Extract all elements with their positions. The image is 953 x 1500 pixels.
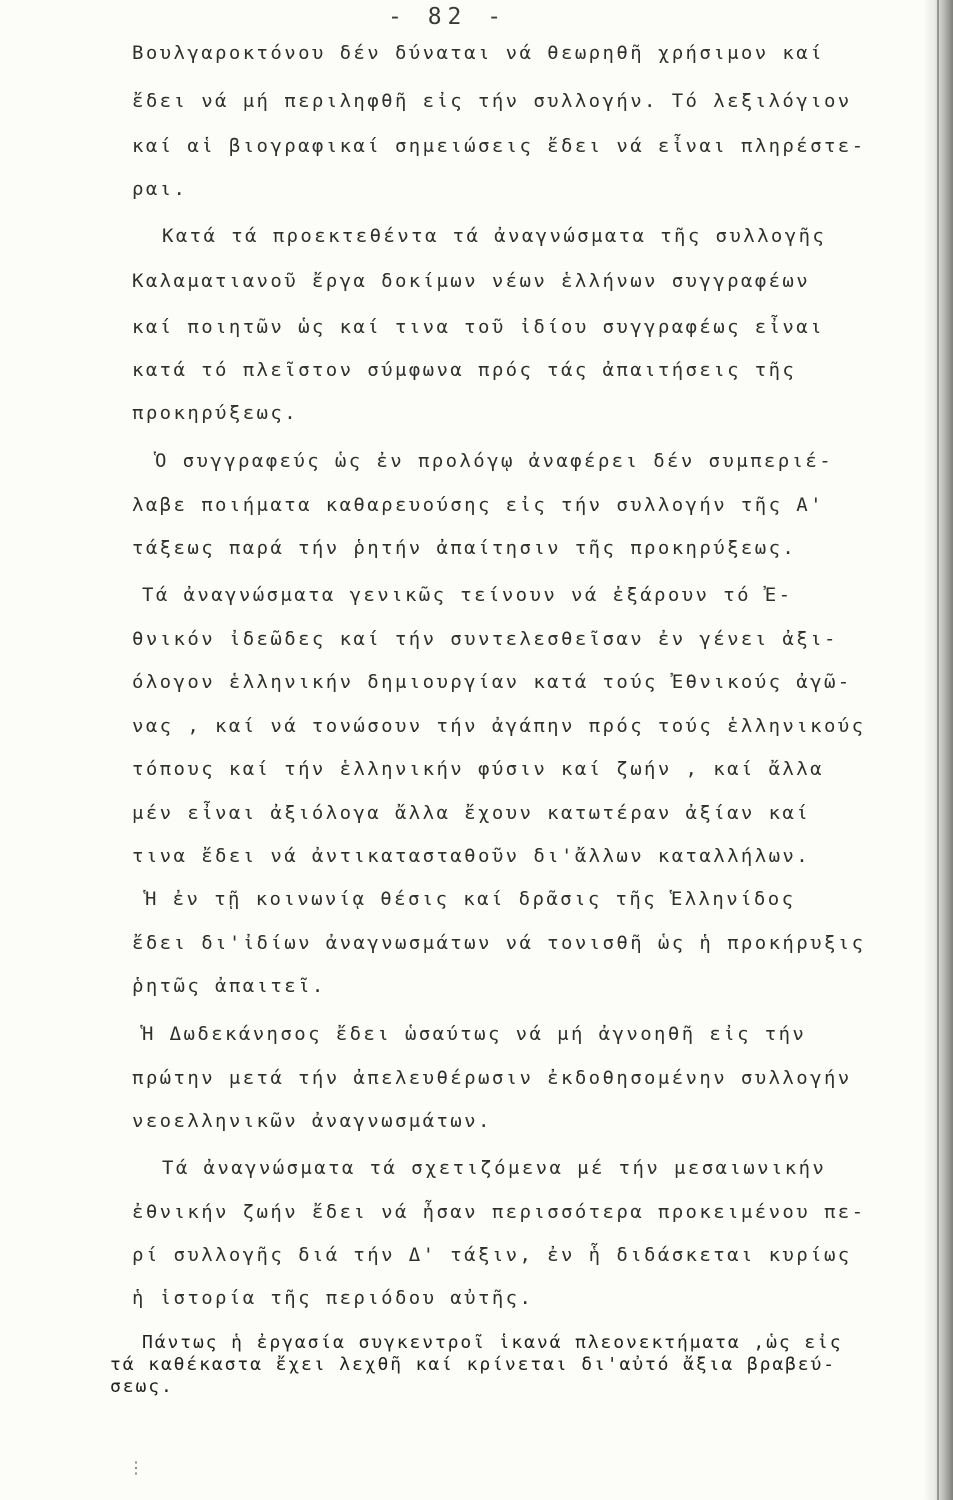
stray-ink-mark: ⋮ — [128, 1458, 144, 1477]
text-line: Πάντως ἡ ἐργασία συγκεντροῖ ἱκανά πλεονεκτήματα ,ὡς εἰς — [142, 1332, 843, 1353]
text-line: Ἡ Δωδεκάνησος ἔδει ὡσαύτως νά μή ἀγνοηθῆ εἰς τήν — [142, 1023, 807, 1045]
text-line: καί ποιητῶν ὡς καί τινα τοῦ ἰδίου συγγραφέως εἶναι — [132, 316, 824, 338]
text-line: ἔδει δι'ἰδίων ἀναγνωσμάτων νά τονισθῆ ὡς ἡ προκήρυξις — [132, 932, 866, 954]
text-line: λαβε ποιήματα καθαρευούσης εἰς τήν συλλογήν τῆς Α' — [132, 494, 824, 516]
text-line: σεως. — [110, 1376, 174, 1397]
text-line: ραι. — [132, 178, 188, 200]
text-line: ῥητῶς ἀπαιτεῖ. — [132, 975, 326, 997]
text-line: Ἡ ἐν τῇ κοινωνίᾳ θέσις καί δρᾶσις τῆς Ἑλληνίδος — [145, 888, 796, 910]
text-line: Καλαματιανοῦ ἔργα δοκίμων νέων ἑλλήνων συγγραφέων — [132, 270, 811, 292]
text-line: τά καθέκαστα ἔχει λεχθῆ καί κρίνεται δι'αὐτό ἄξια βραβεύ- — [110, 1354, 837, 1375]
text-line: Κατά τά προεκτεθέντα τά ἀναγνώσματα τῆς συλλογῆς — [162, 225, 827, 247]
text-line: θνικόν ἰδεῶδες καί τήν συντελεσθεῖσαν ἐν γένει ἀξι- — [132, 628, 838, 650]
text-line: ἐθνικήν ζωήν ἔδει νά ἦσαν περισσότερα προκειμένου πε- — [132, 1201, 866, 1223]
text-line: τόπους καί τήν ἑλληνικήν φύσιν καί ζωήν , καί ἄλλα — [132, 758, 824, 780]
text-line: κατά τό πλεῖστον σύμφωνα πρός τάς ἀπαιτήσεις τῆς — [132, 359, 797, 381]
text-line: Τά ἀναγνώσματα γενικῶς τείνουν νά ἐξάρουν τό Ἐ- — [142, 584, 793, 606]
text-line: τάξεως παρά τήν ῥητήν ἀπαίτησιν τῆς προκηρύξεως. — [132, 537, 797, 559]
text-line: Ὁ συγγραφεύς ὡς ἐν προλόγῳ ἀναφέρει δέν συμπεριέ- — [155, 450, 834, 472]
text-line: προκηρύξεως. — [132, 402, 299, 424]
text-line: μέν εἶναι ἀξιόλογα ἄλλα ἔχουν κατωτέραν ἀξίαν καί — [132, 802, 811, 824]
text-line: ρί συλλογῆς διά τήν Δ' τάξιν, ἐν ἧ διδάσκεται κυρίως — [132, 1244, 852, 1266]
binding-edge-line — [937, 0, 939, 1500]
text-line: Βουλγαροκτόνου δέν δύναται νά θεωρηθῆ χρήσιμον καί — [132, 42, 824, 64]
text-line: ἡ ἱστορία τῆς περιόδου αὐτῆς. — [132, 1287, 534, 1309]
text-line: τινα ἔδει νά ἀντικατασταθοῦν δι'ἄλλων καταλλήλων. — [132, 845, 811, 867]
text-line: νας , καί νά τονώσουν τήν ἀγάπην πρός τούς ἑλληνικούς — [132, 715, 866, 737]
page-number: - 82 - — [388, 4, 508, 30]
text-line: πρώτην μετά τήν ἀπελευθέρωσιν ἐκδοθησομένην συλλογήν — [132, 1067, 852, 1089]
text-line: όλογον ἑλληνικήν δημιουργίαν κατά τούς Ἐθνικούς ἀγῶ- — [132, 671, 852, 693]
text-line: ἔδει νά μή περιληφθῆ εἰς τήν συλλογήν. Τό λεξιλόγιον — [132, 90, 852, 112]
text-line: Τά ἀναγνώσματα τά σχετιζόμενα μέ τήν μεσαιωνικήν — [162, 1157, 827, 1179]
text-line: νεοελληνικῶν ἀναγνωσμάτων. — [132, 1110, 492, 1132]
text-line: καί αἱ βιογραφικαί σημειώσεις ἔδει νά εἶναι πληρέστε- — [132, 135, 866, 157]
